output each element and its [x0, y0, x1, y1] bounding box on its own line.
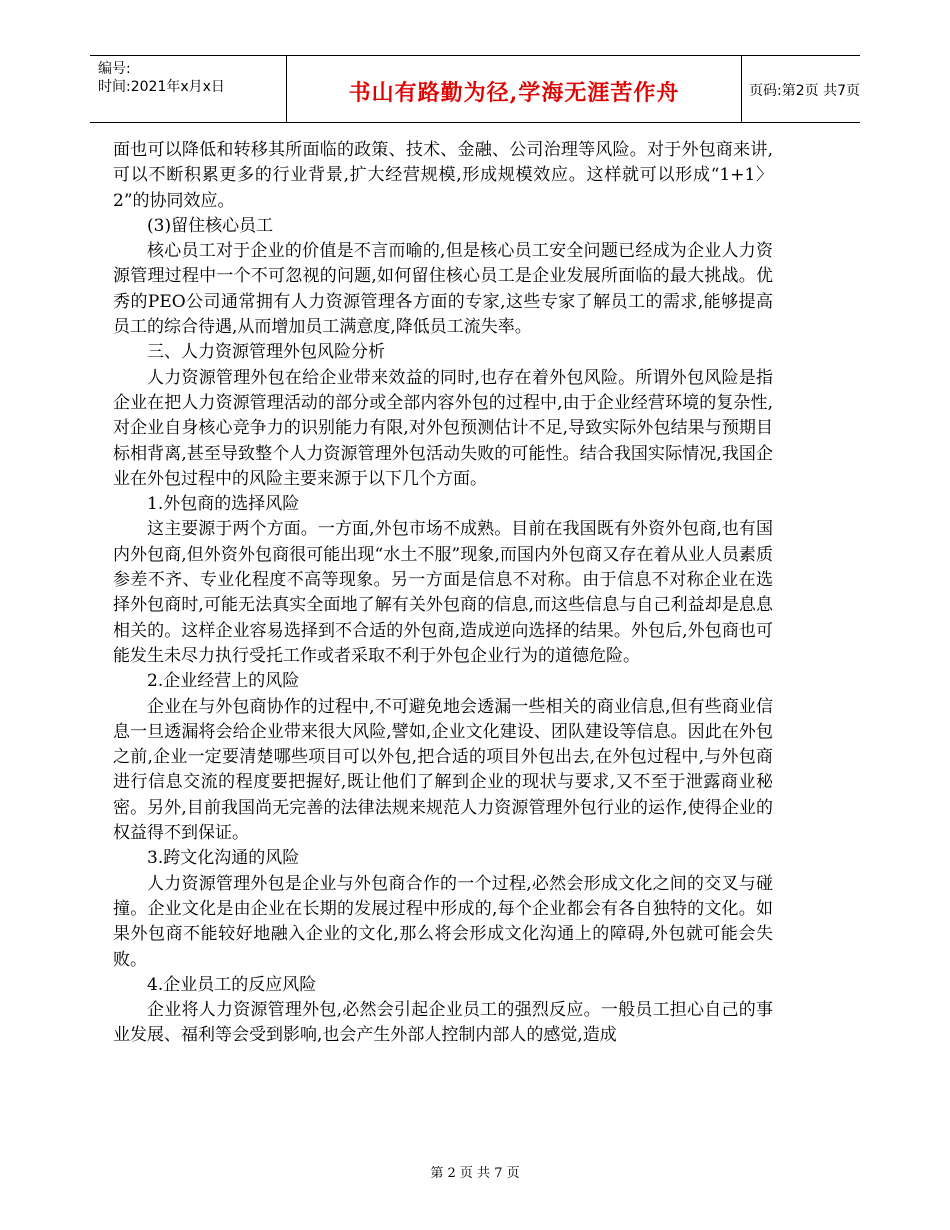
page-header: [90, 55, 860, 123]
paragraph: 2.企业经营上的风险: [147, 671, 300, 692]
time-label: 时间:2021年x月x日: [98, 79, 225, 95]
header-meta: [90, 56, 286, 122]
paragraph: 人力资源管理外包是企业与外包商合作的一个过程,必然会形成文化之间的交叉与碰撞。企业文化是由企业在长期的发展过程中形成的,每个企业都会有各自独特的文化。如果外包商不能较好地融入企业的文化,那么将会形成文化沟通上的障碍,外包就可能会失败。: [113, 873, 773, 970]
paragraph: 核心员工对于企业的价值是不言而喻的,但是核心员工安全问题已经成为企业人力资源管理过程中一个不可忽视的问题,如何留住核心员工是企业发展所面临的最大挑战。优秀的PEO公司通常拥有人力资源管理各方面的专家,这些专家了解员工的需求,能够提高员工的综合待遇,从而增加员工满意度,降低员工流失率。: [113, 241, 773, 338]
header-motto-cell: [286, 56, 742, 122]
page-footer: 第 2 页 共 7 页: [430, 1166, 520, 1181]
paragraph: 企业将人力资源管理外包,必然会引起企业员工的强烈反应。一般员工担心自己的事业发展、福利等会受到影响,也会产生外部人控制内部人的感觉,造成: [113, 1000, 773, 1046]
header-page-cell: [741, 56, 860, 122]
paragraph: 企业在与外包商协作的过程中,不可避免地会透漏一些相关的商业信息,但有些商业信息一旦透漏将会给企业带来很大风险,譬如,企业文化建设、团队建设等信息。因此在外包之前,企业一定要清楚哪些项目可以外包,把合适的项目外包出去,在外包过程中,与外包商进行信息交流的程度要把握好,既让他们了解到企业的现状与要求,又不至于泄露商业秘密。另外,目前我国尚无完善的法律法规来规范人力资源管理外包行业的运作,使得企业的权益得不到保证。: [113, 696, 773, 844]
paragraph: 3.跨文化沟通的风险: [147, 848, 300, 869]
number-label: 编号:: [98, 61, 131, 77]
motto: 书山有路勤为径,学海无涯苦作舟: [348, 80, 680, 106]
paragraph: 面也可以降低和转移其所面临的政策、技术、金融、公司治理等风险。对于外包商来讲,可以不断积累更多的行业背景,扩大经营规模,形成规模效应。这样就可以形成“1+1〉2”的协同效应。: [113, 140, 773, 211]
paragraph: 1.外包商的选择风险: [147, 494, 300, 515]
paragraph: 这主要源于两个方面。一方面,外包市场不成熟。目前在我国既有外资外包商,也有国内外包商,但外资外包商很可能出现“水土不服”现象,而国内外包商又存在着从业人员素质参差不齐、专业化程度不高等现象。另一方面是信息不对称。由于信息不对称企业在选择外包商时,可能无法真实全面地了解有关外包商的信息,而这些信息与自己利益却是息息相关的。这样企业容易选择到不合适的外包商,造成逆向选择的结果。外包后,外包商也可能发生未尽力执行受托工作或者采取不利于外包企业行为的道德危险。: [113, 519, 773, 666]
paragraph: 三、人力资源管理外包风险分析: [147, 342, 385, 363]
page-info: 页码:第2页 共7页: [749, 83, 860, 99]
paragraph: 4.企业员工的反应风险: [147, 974, 317, 995]
document-body: [113, 138, 773, 1049]
paragraph: 人力资源管理外包在给企业带来效益的同时,也存在着外包风险。所谓外包风险是指企业在把人力资源管理活动的部分或全部内容外包的过程中,由于企业经营环境的复杂性,对企业自身核心竞争力的识别能力有限,对外包预测估计不足,导致实际外包结果与预期目标相背离,甚至导致整个人力资源管理外包活动失败的可能性。结合我国实际情况,我国企业在外包过程中的风险主要来源于以下几个方面。: [113, 367, 773, 489]
paragraph: (3)留住核心员工: [147, 215, 274, 236]
